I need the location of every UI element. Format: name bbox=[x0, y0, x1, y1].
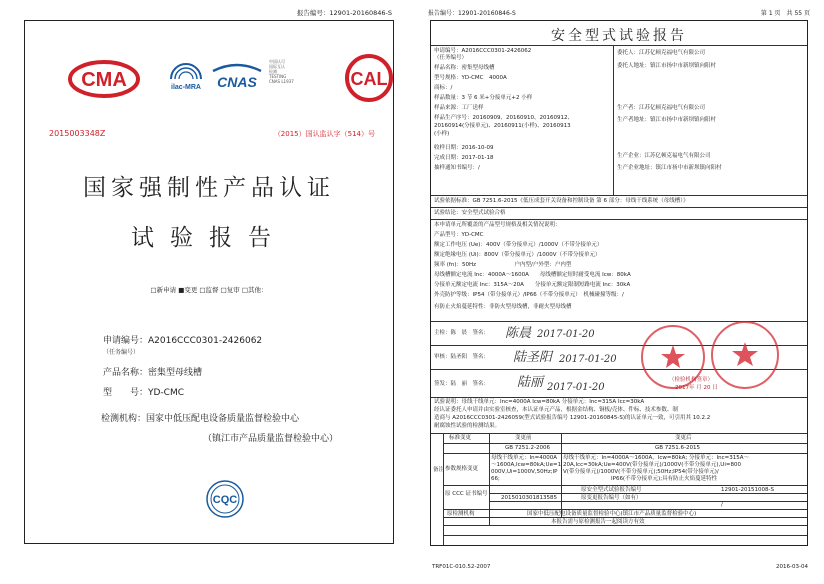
approver-date: 2017-01-20 bbox=[547, 382, 605, 393]
std-after: GB 7251.6-2015 bbox=[655, 445, 701, 451]
report-frame: 安全型式试验报告 申请编号：A2016CCC0301-2426062 （任务编号） 样品名称：密集型母线槽 型号规格：YD-CMC 4000A 商标：/ 样品数量：3 节 6 米+分接单元+2 小样 样品来源：工厂送样 样品生产序号：20160909、20160910、20160912、 20160914(分接单元)、20160911(小样)、20160913 (小样) 收样日期：2016-10-09 完成日期：2017-01-18 抽样通知书编号：/ 委托人：江苏亿顿克福电气有限公司 委托人地址：镇江市扬中市新坝镇向阳村 生产者：江苏亿顿克福电气有限公司 生产者地址：镇江市扬中市新坝镇向阳村 生产企业：江苏亿顿克福电气有限公司 生产企业地址：镇江市扬中市新坝镇向阳村 试验依据标准：GB 7251.6-2015《低压成套开关设备和控制设备 第 6 部分：母线干线系统（母线槽）》 试验结论：安全型式试验合格 本申请单元所覆盖的产品型号规格及相关情况说明： 产品型号：YD-CMC 额定工作电压 (Ue)：400V（带分接单元）/1000V（不带分接单元） 额定绝缘电压 (Ui)：800V（带分接单元）/1000V（不带分接单元） 频率 (fn)：50Hz 户内型/户外型：户内型 母线槽额定电流 Inc：4000A～1600A 母线槽额定短时耐受电流 Icw：80kA 分接单元额定电流 Inc：315A～20A 分接单元额定限制短路电流 Inc：30kA 外壳防护等级：IP54（带分接单元）/IP66（不带分接单元） 机械碰撞等级：/ 有防止火焰蔓延特性：非防火型母线槽，非耐火型母线槽 主检：陈 晨 签名： 陈晨 2017-01-20 审核：陆圣阳 签名： 陆圣阳 2017-01-20 签发：陆 丽 签名： 陆丽 2017-01-20 （检验机构签章） 2017年 月 20 日 试验说明：母线干线单元：Inc=4000A Icw=80kA 分接单元：Inc=315A Icc=30kA 经认证委托人申请并由实验室核查，本认证单元产品，根据金结构、铜板/壳体、件标、技术参数、制 造商与 A2016CCC0301-2426059(型式试验报告编号 12901-20160845-S)的认证单元一致，可引用其 10.2.2 耐腐蚀性试验的检测结果。 备注 标准变更 变更前 变更后 GB 7251.2-2006 GB 7251.6-2015 参数规格变更 母线干线单元：In=4000A ～1600A,Icw=80kA;Ue=1 000V,Ui=1000V,50Hz;IP 66; 母线干线单元：In=4000A～1600A，Icw=80kA; 分接单元：Inc=315A～ 20A,Icc=30kA;Ue=400V(带分接单元)/1000V(不带分接单元),Ui=800 V(带分接单元)/1000V(不带分接单元);50Hz;IP54(带分接单元)/ IP66(不带分接单元);具有防止火焰蔓延特性 原 CCC 证书编号 2015010301813585 原安全型式试验报告编号 12901-20151008-S 原变更报告编号（如有） / 原检测机构 国家中低压配电设备质量监督检验中心(镇江市产品质量监督检验中心) 本报告需与原检测报告一起阅读方有效 bbox=[430, 20, 808, 546]
ilac-logo-text: ilac-MRA bbox=[171, 84, 201, 91]
certification-approval-number: （2015）国认监认字（514）号 bbox=[273, 130, 375, 138]
report-number: 报告编号：12901-20160846-S bbox=[296, 9, 392, 17]
seal-star-icon bbox=[713, 323, 777, 387]
ccc-number: 2015010301813585 bbox=[501, 495, 557, 501]
official-seal-2 bbox=[711, 321, 779, 389]
product-name: 产品名称：密集型母线槽 bbox=[103, 368, 203, 378]
test-conclusion: 试验结论：安全型式试验合格 bbox=[434, 210, 506, 216]
report-number: 报告编号：12901-20160846-S bbox=[428, 10, 516, 17]
document-subtitle: 试验报告 bbox=[131, 225, 287, 251]
reviewer-label: 审核：陆圣阳 签名： bbox=[434, 354, 490, 360]
report-validity-note: 本报告需与原检测报告一起阅读方有效 bbox=[551, 519, 645, 525]
test-basis: 试验依据标准：GB 7251.6-2015《低压成套开关设备和控制设备 第 6 部分：母线干线系统（母线槽）》 bbox=[434, 198, 689, 204]
change-table: 备注 标准变更 变更前 变更后 GB 7251.2-2006 GB 7251.6-2015 参数规格变更 母线干线单元：In=4000A ～1600A,Icw=80kA;Ue=1 000V,Ui=1000V,50Hz;IP 66; 母线干线单元：In=4000A～1600A，Icw=80kA; 分接单元：Inc=315A～ 20A,Icc=30kA;Ue=400V(带分接单元)/1000V(不带分接单元),Ui=800 V(带分接单元)/1000V(不带分接单元);50Hz;IP54(带分接单元)/ IP66(不带分接单元);具有防止火焰蔓延特性 原 CCC 证书编号 2015010301813585 原安全型式试验报告编号 12901-20151008-S 原变更报告编号（如有） / 原检测机构 国家中低压配电设备质量监督检验中心(镇江市产品质量监督检验中心) 本报告需与原检测报告一起阅读方有效 bbox=[431, 433, 807, 545]
test-report-page bbox=[418, 6, 818, 578]
orig-change-label: 原变更报告编号（如有） bbox=[581, 495, 642, 501]
cal-logo-text: CAL bbox=[350, 69, 388, 89]
form-code: TRF01C-010.52-2007 bbox=[432, 564, 491, 570]
cnas-logo-text: CNAS bbox=[217, 74, 257, 90]
reviewer-date: 2017-01-20 bbox=[559, 354, 617, 365]
chief-inspector-signature: 陈晨 bbox=[505, 326, 532, 341]
testing-institution-alias: （镇江市产品质量监督检验中心） bbox=[203, 434, 339, 444]
orig-report-label: 原安全型式试验报告编号 bbox=[581, 487, 642, 493]
document-title: 国家强制性产品认证 bbox=[83, 175, 335, 201]
cnas-caption: 中国认可 国际互认 检测 TESTING CNAS L1937 bbox=[269, 59, 294, 84]
cover-frame bbox=[24, 20, 394, 544]
change-side-label: 备注 bbox=[433, 467, 445, 473]
page-number: 第 1 页 共 55 页 bbox=[760, 10, 810, 17]
std-before: GB 7251.2-2006 bbox=[505, 445, 551, 451]
cqc-logo-text: CQC bbox=[212, 494, 238, 506]
application-number: 申请编号：A2016CCC0301-2426062 bbox=[103, 336, 263, 346]
cqc-logo bbox=[197, 479, 253, 519]
report-title: 安全型式试验报告 bbox=[551, 28, 687, 44]
logo-row bbox=[61, 51, 388, 111]
seal-date: 2017年 月 20 日 bbox=[675, 385, 718, 391]
orig-inst-label: 原检测机构 bbox=[447, 511, 475, 517]
testing-institution: 检测机构：国家中低压配电设备质量监督检验中心 bbox=[101, 414, 300, 424]
cma-logo bbox=[67, 59, 141, 99]
approver-label: 签发：陆 丽 签名： bbox=[434, 381, 490, 387]
accreditation-number: 2015003348Z bbox=[49, 129, 106, 138]
orig-report-number: 12901-20151008-S bbox=[721, 487, 774, 493]
change-header-after: 变更后 bbox=[675, 435, 692, 441]
application-type-checkboxes: □新申请 ■变更 □监督 □复审 □其他： bbox=[150, 286, 268, 294]
approver-signature: 陆丽 bbox=[517, 375, 544, 390]
chief-inspector-date: 2017-01-20 bbox=[537, 329, 595, 340]
ccc-label: 原 CCC 证书编号 bbox=[445, 491, 488, 497]
product-model: 型 号：YD-CMC bbox=[103, 388, 185, 398]
cnas-logo bbox=[207, 57, 267, 99]
reviewer-signature: 陆圣阳 bbox=[513, 350, 553, 365]
certificate-cover-page bbox=[6, 6, 400, 578]
cma-logo-text: CMA bbox=[81, 69, 127, 91]
chief-inspector-label: 主检：陈 晨 签名： bbox=[434, 330, 490, 336]
task-number-label: （任务编号） bbox=[103, 349, 140, 356]
ilac-mra-logo bbox=[163, 57, 209, 99]
seal-label: （检验机构签章） bbox=[669, 377, 714, 383]
cal-logo bbox=[341, 53, 397, 103]
param-label: 参数规格变更 bbox=[445, 466, 479, 472]
orig-change-number: / bbox=[721, 502, 723, 508]
change-header-item: 标准变更 bbox=[449, 435, 472, 441]
form-date: 2016-03-04 bbox=[776, 564, 808, 570]
change-header-before: 变更前 bbox=[515, 435, 532, 441]
orig-institution: 国家中低压配电设备质量监督检验中心(镇江市产品质量监督检验中心) bbox=[527, 511, 697, 517]
